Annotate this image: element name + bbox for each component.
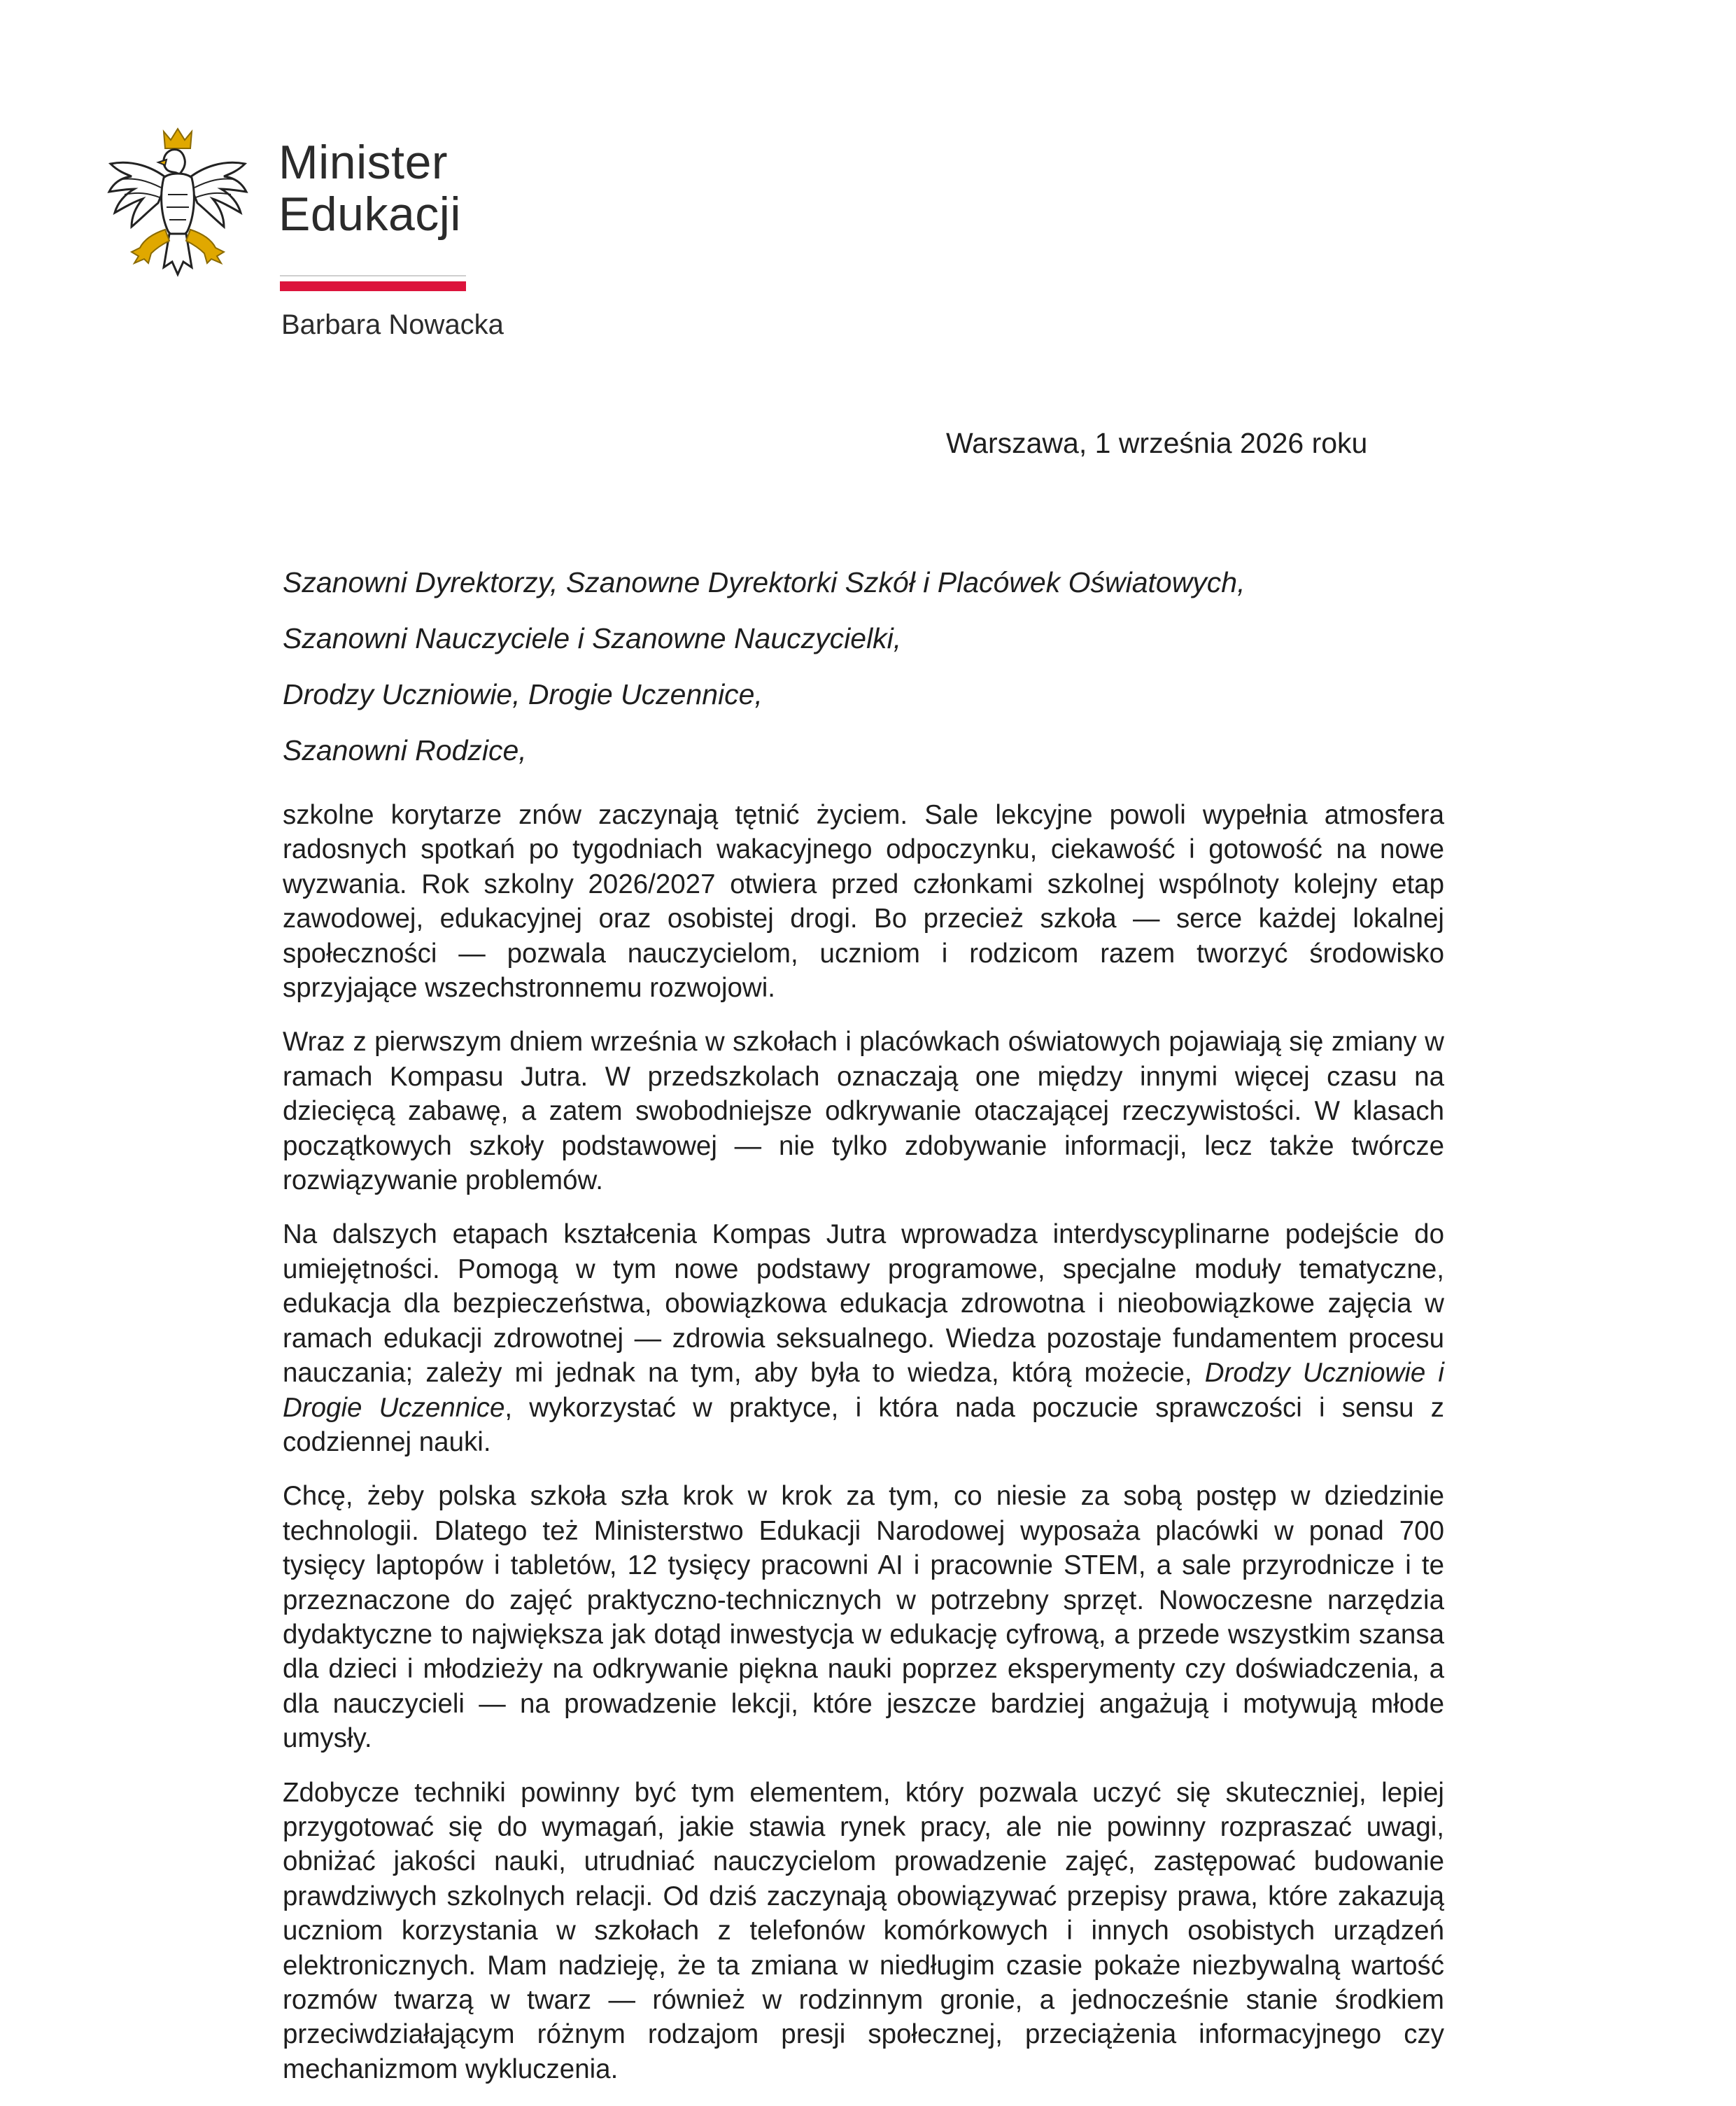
minister-name: Barbara Nowacka bbox=[281, 309, 504, 340]
letterhead-title bbox=[278, 136, 461, 240]
flag-white-stripe bbox=[280, 275, 466, 281]
paragraph-3 bbox=[283, 1217, 1444, 1459]
salutation-directors: Szanowni Dyrektorzy, Szanowne Dyrektorki Szkół i Placówek Oświatowych, bbox=[283, 566, 1245, 598]
salutation-students: Drodzy Uczniowie, Drogie Uczennice, bbox=[283, 678, 763, 710]
white-eagle-emblem-icon bbox=[104, 125, 252, 297]
paragraph-4: Chcę, żeby polska szkoła szła krok w krok za tym, co niesie za sobą postęp w dziedzinie technologii. Dlatego też Ministerstwo Edukacji Narodowej wyposaża placówki w ponad 700 tysięcy laptopów i tabletów, 12 tysięcy pracowni AI i pracownie STEM, a sale przyrodnicze i te przeznaczone do zajęć praktyczno-technicznych w potrzebny sprzęt. Nowoczesne narzędzia dydaktyczne to największa jak dotąd inwestycja w edukację cyfrową, a przede wszystkim szansa dla dzieci i młodzieży na odkrywanie piękna nauki poprzez eksperymenty czy doświadczenia, a dla nauczycieli — na prowadzenie lekcji, które jeszcze bardziej angażują i motywują młode umysły. bbox=[283, 1481, 1444, 1754]
polish-flag-divider bbox=[280, 275, 466, 291]
paragraph-2: Wraz z pierwszym dniem września w szkołach i placówkach oświatowych pojawiają się zmiany w ramach Kompasu Jutra. W przedszkolach oznaczają one między innymi więcej czasu na dziecięcą zabawę, a zatem swobodniejsze odkrywanie otaczającej rzeczywistości. W klasach początkowych szkoły podstawowej — nie tylko zdobywanie informacji, lecz także twórcze rozwiązywanie problemów. bbox=[283, 1027, 1444, 1196]
letterhead-title-line1: Minister bbox=[278, 136, 449, 189]
paragraph-1: szkolne korytarze znów zaczynają tętnić życiem. Sale lekcyjne powoli wypełnia atmosfera radosnych spotkań po tygodniach wakacyjnego odpoczynku, ciekawość i gotowość na nowe wyzwania. Rok szkolny 2026/2027 otwiera przed członkami szkolnej wspólnoty kolejny etap zawodowej, edukacyjnej oraz osobistej drogi. Bo przecież szkoła — serce każdej lokalnej społeczności — pozwala nauczycielom, uczniom i rodzicom razem tworzyć środowisko sprzyjające wszechstronnemu rozwojowi. bbox=[283, 800, 1444, 1004]
paragraph-3-part-a: Na dalszych etapach kształcenia Kompas Jutra wprowadza interdyscyplinarne podejście do umiejętności. Pomogą w tym nowe podstawy programowe, specjalne moduły tematyczne, edukacja dla bezpieczeństwa, obowiązkowa edukacja zdrowotna i nieobowiązkowe zajęcia w ramach edukacji zdrowotnej — zdrowia seksualnego. Wiedza pozostaje fundamentem procesu nauczania; zależy mi jednak na tym, aby była to wiedza, którą możecie, bbox=[283, 1219, 1444, 1389]
letter-body bbox=[283, 798, 1444, 2106]
salutation-parents: Szanowni Rodzice, bbox=[283, 734, 527, 766]
salutation-teachers: Szanowni Nauczyciele i Szanowne Nauczycielki, bbox=[283, 622, 902, 654]
paragraph-3-part-b: , wykorzystać w praktyce, i która nada poczucie sprawczości i sensu z codziennej nauki. bbox=[283, 1392, 1444, 1457]
letterhead-title-line2: Edukacji bbox=[278, 188, 462, 241]
paragraph-3-emphasis: Drodzy Uczniowie i Drogie Uczennice bbox=[283, 1358, 1444, 1423]
salutation-block bbox=[283, 565, 1458, 789]
paragraph-5: Zdobycze techniki powinny być tym elementem, który pozwala uczyć się skuteczniej, lepiej przygotować się do wymagań, jakie stawia rynek pracy, ale nie powinny rozpraszać uwagi, obniżać jakości nauki, utrudniać nauczycielom prowadzenie zajęć, zastępować budowanie prawdziwych szkolnych relacji. Od dziś zaczynają obowiązywać przepisy prawa, które zakazują uczniom korzystania w szkołach z telefonów komórkowych i innych osobistych urządzeń elektronicznych. Mam nadzieję, że ta zmiana w niedługim czasie pokaże niezbywalną wartość rozmów twarzą w twarz — również w rodzinnym gronie, a jednocześnie stanie środkiem przeciwdziałającym różnym rodzajom presji społecznej, przeciążenia informacyjnego czy mechanizmom wykluczenia. bbox=[283, 1777, 1444, 2084]
flag-red-stripe bbox=[280, 281, 466, 291]
letter-date: Warszawa, 1 września 2026 roku bbox=[946, 427, 1368, 459]
